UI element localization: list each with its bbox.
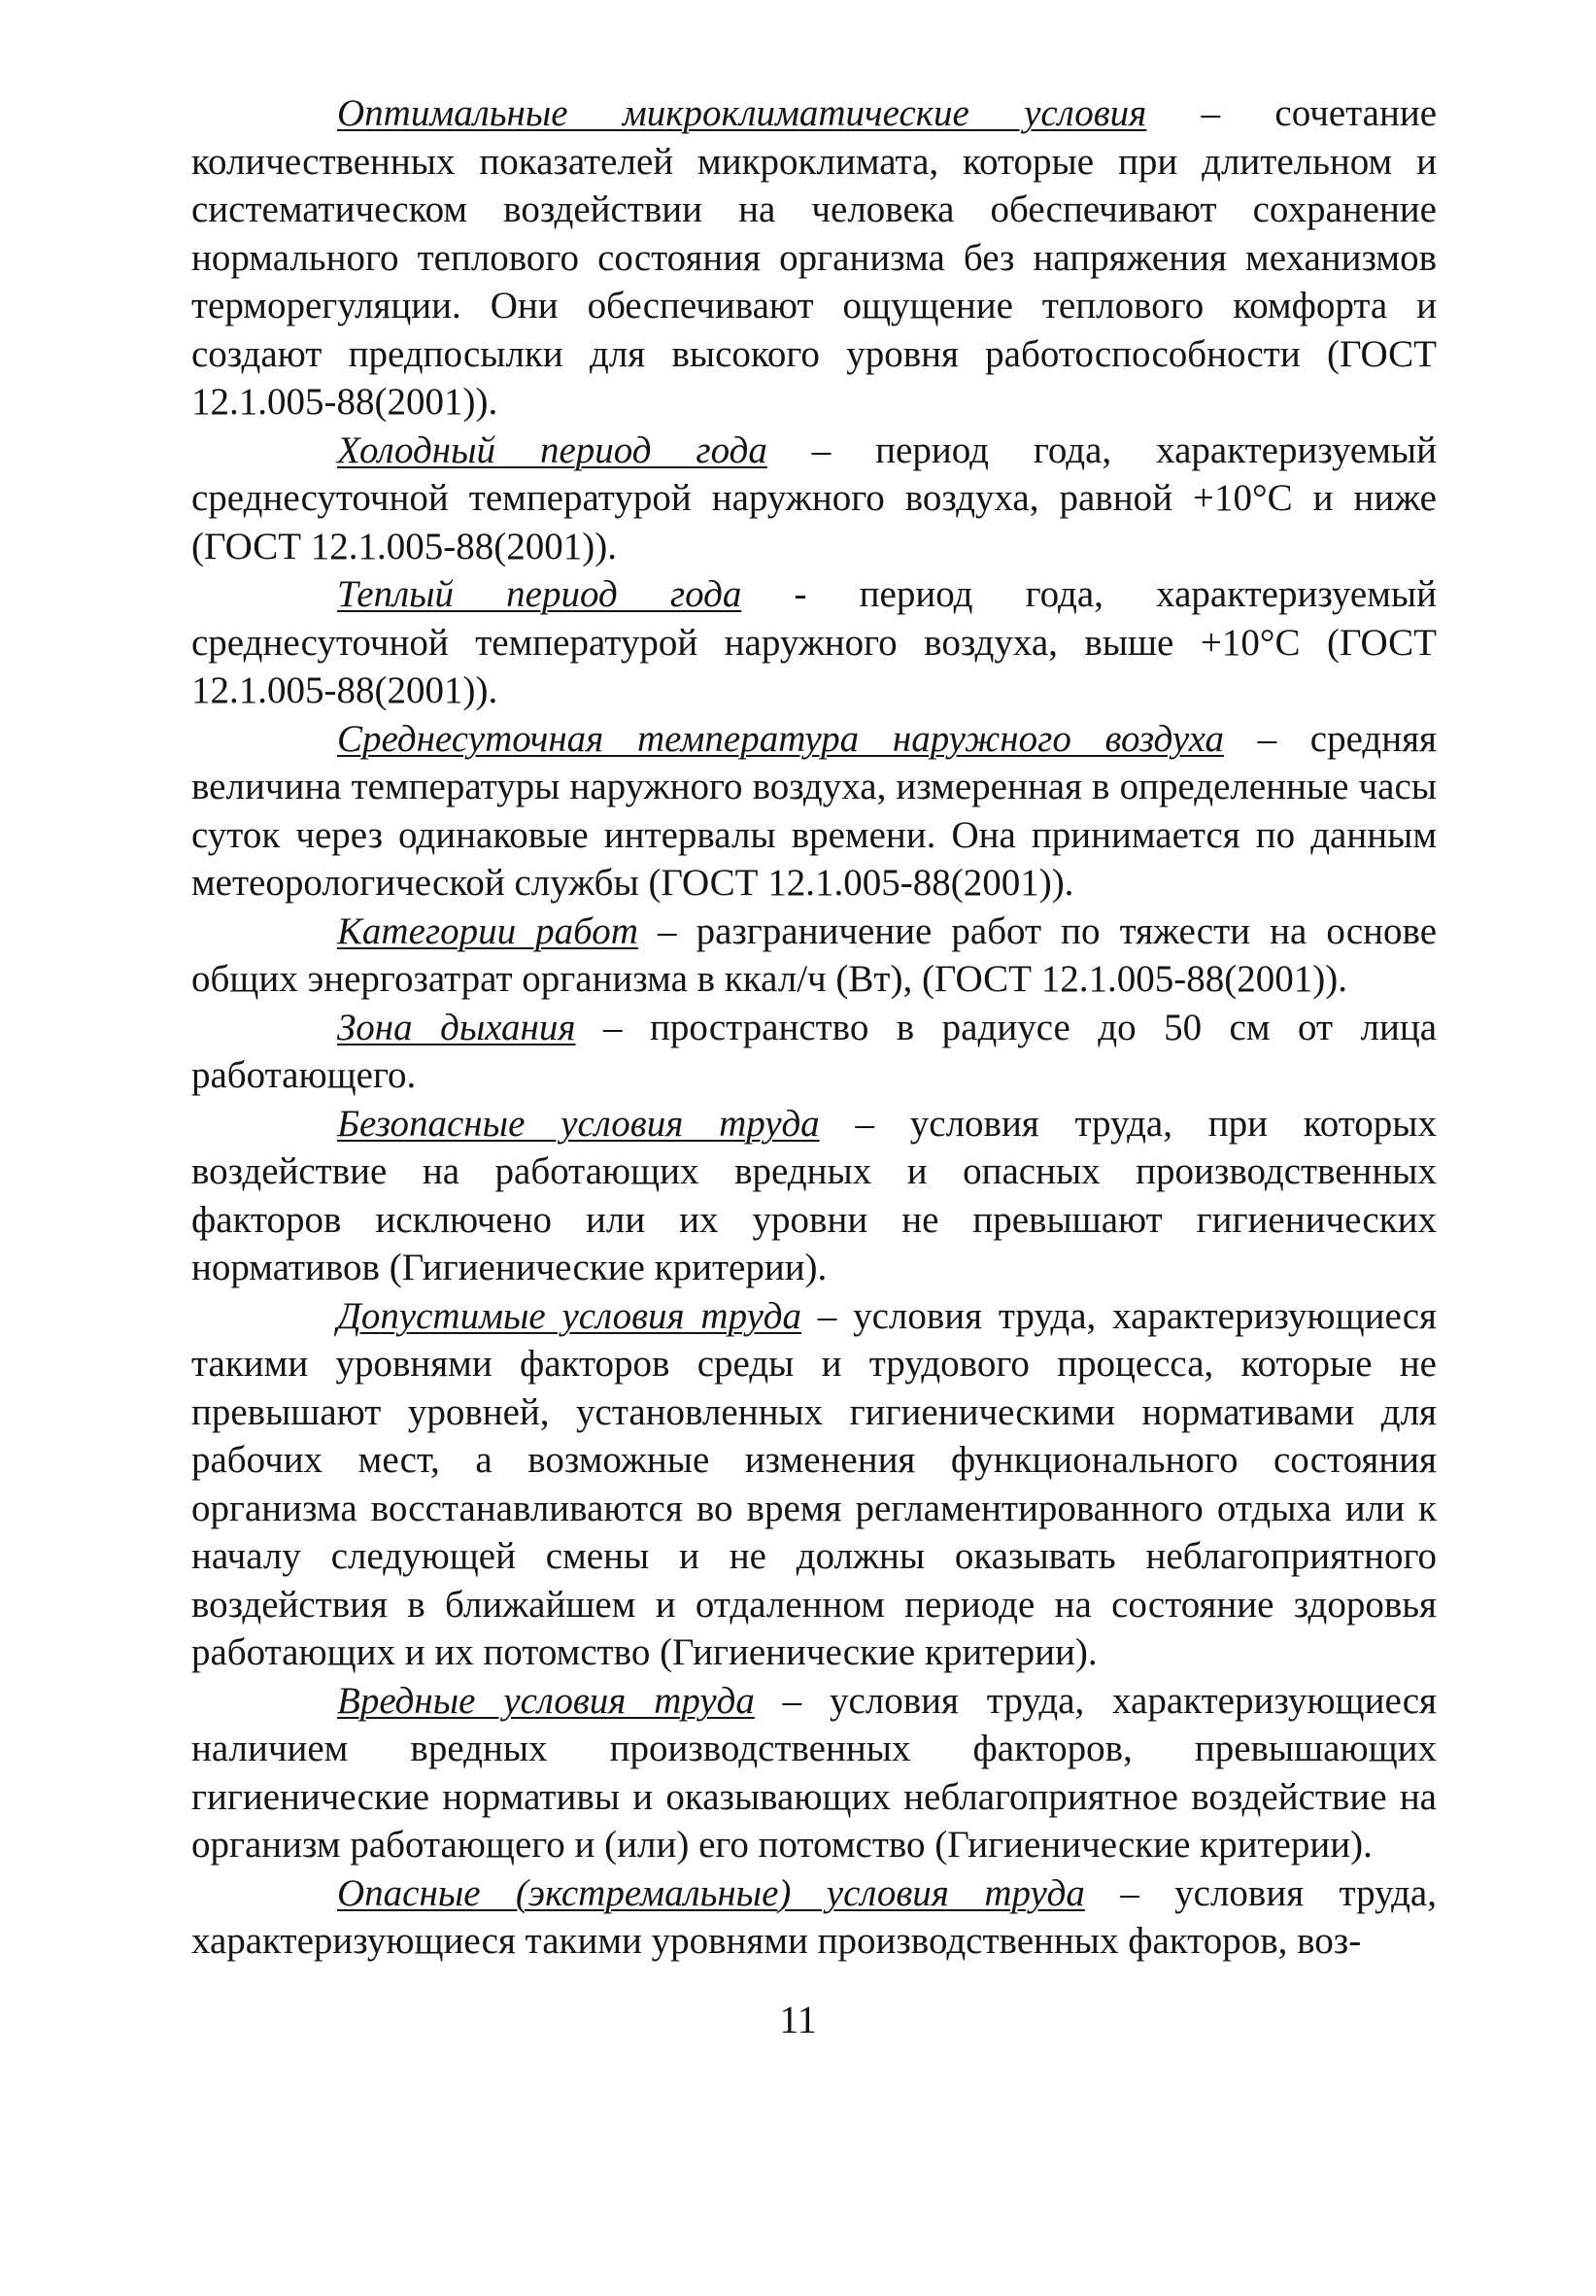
term: Опасные (экстремальные) условия труда [337,1871,1085,1914]
definition-cold-period [191,427,1437,571]
definition-acceptable-conditions [191,1292,1437,1677]
document-body [191,89,1437,1966]
term: Оптимальные микроклиматические условия [337,92,1147,134]
definition-safe-conditions [191,1100,1437,1292]
definition-text: – период года, характеризуемый среднесуточной температурой наружного воздуха, равной +10°С и ниже (ГОСТ 12.1.005-88(2001)). [191,428,1437,567]
definition-text: - период года, характеризуемый среднесуточной температурой наружного воздуха, выше +10°С (ГОСТ 12.1.005-88(2001)). [191,573,1438,711]
term: Холодный период года [337,428,767,471]
term: Теплый период года [337,573,742,615]
definition-text: – условия труда, характеризующиеся такими уровнями производственных факторов, воз- [191,1871,1437,1962]
page-number: 11 [779,1998,817,2041]
definition-average-daily-temperature [191,715,1437,908]
term: Среднесуточная температура наружного воздуха [337,717,1224,760]
definition-harmful-conditions [191,1677,1437,1869]
definition-warm-period [191,570,1437,715]
term: Категории работ [337,909,638,952]
definition-dangerous-conditions [191,1869,1437,1966]
definition-optimal-microclimate [191,89,1437,427]
term: Вредные условия труда [337,1679,755,1722]
definition-text: – средняя величина температуры наружного воздуха, измеренная в определенные часы суток через одинаковые интервалы времени. Она принимается по данным метеорологической службы (ГОСТ 12.1.005-88(2001)). [191,717,1437,904]
definition-text: – разграничение работ по тяжести на основе общих энергозатрат организма в ккал/ч (Вт), (ГОСТ 12.1.005-88(2001)). [191,909,1437,1000]
term: Безопасные условия труда [337,1102,820,1145]
definition-work-categories [191,908,1437,1004]
definition-text: – условия труда, характеризующиеся наличием вредных производственных факторов, превышающих гигиенические нормативы и оказывающих неблагоприятное воздействие на организм работающего и (или) его потомство (Гигиенические критерии). [191,1679,1437,1866]
term: Допустимые условия труда [337,1294,802,1337]
definition-breathing-zone [191,1004,1437,1100]
definition-text: – условия труда, при которых воздействие на работающих вредных и опасных производственных факторов исключено или их уровни не превышают гигиенических нормативов (Гигиенические критерии). [191,1102,1437,1288]
definition-text: – пространство в радиусе до 50 см от лица работающего. [191,1006,1438,1096]
definition-text: – условия труда, характеризующиеся такими уровнями факторов среды и трудового процесса, которые не превышают уровней, установленных гигиеническими нормативами для рабочих мест, а возможные изменения функционального состояния организма восстанавливаются во время регламентированного отдыха или к началу следующей смены и не должны оказывать неблагоприятного воздействия в ближайшем и отдаленном периоде на состояние здоровья работающих и их потомство (Гигиенические критерии). [191,1294,1437,1673]
term: Зона дыхания [337,1006,576,1048]
definition-text: – сочетание количественных показателей микроклимата, которые при длительном и систематическом воздействии на человека обеспечивают сохранение нормального теплового состояния организма без напряжения механизмов терморегуляции. Они обеспечивают ощущение теплового комфорта и создают предпосылки для высокого уровня работоспособности (ГОСТ 12.1.005-88(2001)). [191,92,1438,423]
